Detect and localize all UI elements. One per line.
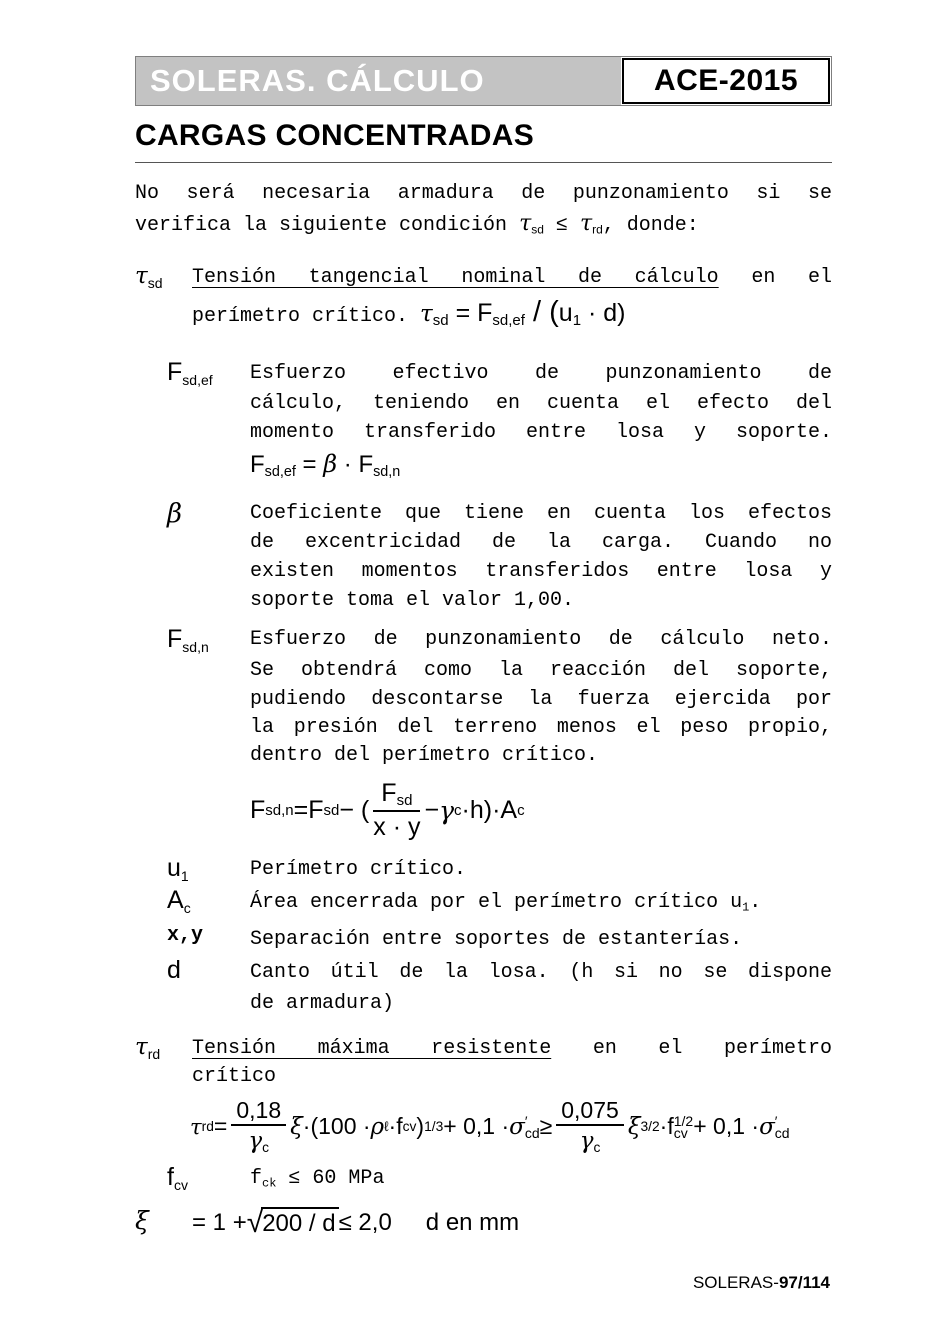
tau-sd-symbol: τ [519, 211, 532, 236]
page-header [135, 56, 832, 106]
entry-xy-label: x,y [167, 924, 204, 948]
entry-u1: $u_1$ Perímetro crítico. [167, 853, 467, 884]
entry-beta-label: β [167, 498, 183, 529]
entry-d-label: d [167, 956, 181, 985]
formula-f-sdn: F sd,n = F sd − ( $\frac{\text{Fsd}}{x \cdot y}$ − γ c · h) · A c [250, 778, 525, 842]
entry-tau-sd-label: $\tau_{sd}$ [135, 263, 163, 292]
formula-xi: = 1 + √ 200 / d ≤ 2,0 d en mm [192, 1205, 520, 1239]
header-badge-frame [621, 57, 831, 105]
entry-fcv-label: $f_{cv}$ [167, 1163, 188, 1194]
formula-tau-rd: τ rd = $\frac{0,18}{\gamma c}$ ξ · (100 · ρ ℓ · f cv ) 1/3 + 0,1 · σ ′ cd ≥ $\frac{0,075}{\gamma c}$ ξ 3/2 · f 1/2 cv + 0,1 · σ ′ cd [190, 1097, 790, 1156]
intro-line-2: verifica la siguiente condición τsd ≤ τrd, donde: [135, 211, 699, 237]
intro-line-1: No será necesaria armadura de punzonamiento si se [135, 182, 832, 205]
intro-paragraph [135, 179, 832, 244]
tau-rd-symbol: τ [579, 211, 593, 236]
entry-tau-rd-label: $\tau_{rd}$ [135, 1034, 161, 1063]
header-title: SOLERAS. CÁLCULO [136, 57, 621, 105]
footer-page-number: SOLERAS-97/114 [692, 1273, 830, 1292]
entry-fcv: $f_{cv}$ fck ≤ 60 MPa [167, 1163, 832, 1199]
entry-xy: x,y Separación entre soportes de estanterías. [167, 924, 832, 956]
entry-f-sdn: $F_{sd,n}$ Esfuerzo de punzonamiento de cálculo neto. Se obtendrá como la reacción del soporte, pudiendo descontarse la fuerza ejercida por la presión del terreno menos el peso propio, dentro del perímetro crítico. F sd,n = F sd − ( $\frac{\text{Fsd}}{x \cdot y}$ − γ c · h) · A c [167, 625, 832, 846]
entry-tau-sd: $\tau_{sd}$ Tensión tangencial nominal de cálculo en el perímetro crítico. τsd = Fsd,ef / (u1 · d) [135, 263, 832, 340]
radical-sign: √ [246, 1205, 264, 1239]
entry-f-sdn-label: $F_{sd,n}$ [167, 624, 209, 655]
entry-ac: $A_c$ Área encerrada por el perímetro crítico u1. [167, 886, 832, 924]
entry-tau-rd: $\tau_{rd}$ Tensión máxima resistente en el perímetro crítico τ rd = $\frac{0,18}{\gamma c}$ ξ · (100 · ρ ℓ · f cv ) 1/3 + 0,1 · σ ′ cd ≥ $\frac{0,075}{\gamma c}$ ξ 3/2 · f 1/2 cv + 0,1 · σ ′ cd [135, 1034, 832, 1155]
header-badge: ACE-2015 [622, 58, 830, 104]
formula-f-sdef: Fsd,ef = β · Fsd,n [250, 449, 401, 480]
entry-u1-label: $u_1$ [167, 853, 189, 884]
entry-xi [135, 1206, 832, 1240]
page-title: CARGAS CONCENTRADAS [135, 119, 832, 163]
entry-xi-label: ξ [135, 1205, 149, 1235]
entry-ac-label: $A_c$ [167, 885, 191, 916]
entry-beta: β Coeficiente que tiene en cuenta los efectos de excentricidad de la carga. Cuando no existen momentos transferidos entre losa y soporte toma el valor 1,00. [167, 499, 832, 615]
entry-f-sdef-label: $F_{sd,ef}$ [167, 357, 213, 388]
entry-f-sdef: $F_{sd,ef}$ Esfuerzo efectivo de punzonamiento de cálculo, teniendo en cuenta el efecto del momento transferido entre losa y soporte. Fsd,ef = β · Fsd,n [167, 358, 832, 489]
entry-d: d Canto útil de la losa. (h si no se dispone de armadura) [167, 956, 832, 1018]
